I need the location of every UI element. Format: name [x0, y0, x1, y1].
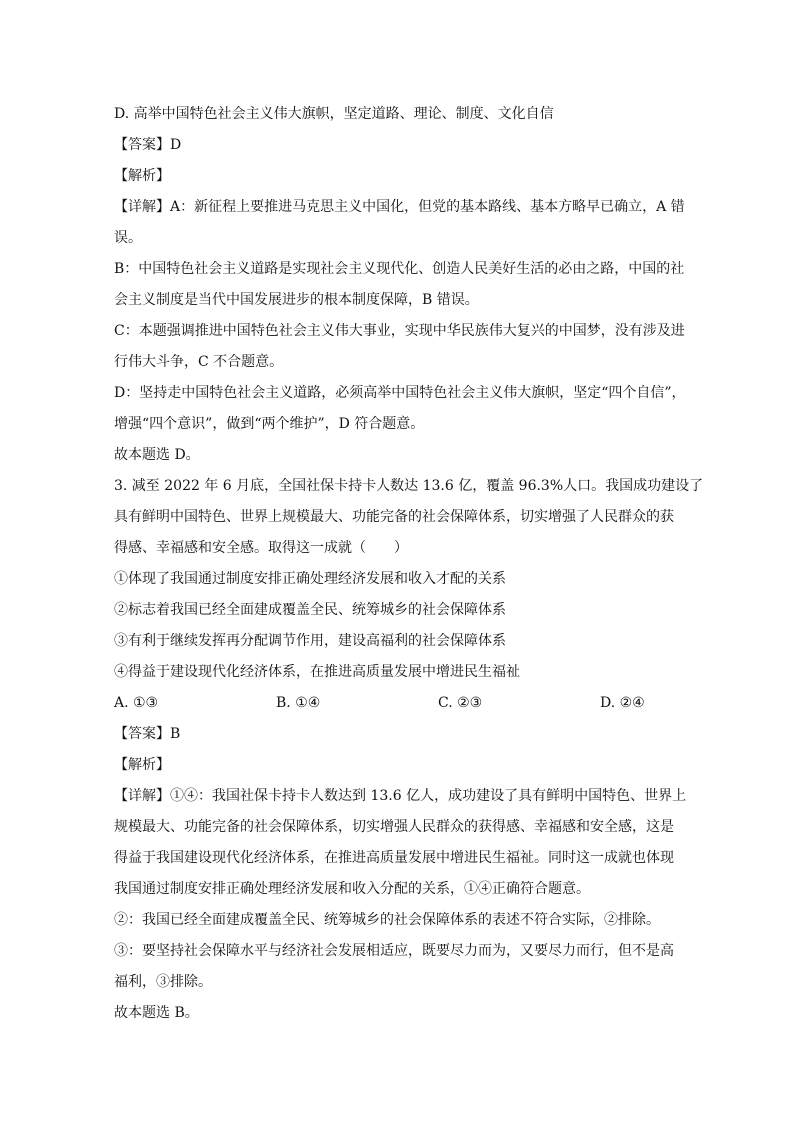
q2-b-analysis: B：中国特色社会主义道路是实现社会主义现代化、创造人民美好生活的必由之路，中国的社 [114, 261, 685, 277]
q2-option-d: D. 高举中国特色社会主义伟大旗帜，坚定道路、理论、制度、文化自信 [114, 106, 554, 122]
q2-d-analysis: 增强“四个意识”，做到“两个维护”，D 符合题意。 [114, 416, 425, 432]
q3-stem: 3. 减至 2022 年 6 月底，全国社保卡持卡人数达 13.6 亿，覆盖 96.3%人口。我国成功建设了 [114, 478, 704, 494]
q2-detail-line: 误。 [114, 230, 142, 246]
q3-detail-line: 得益于我国建设现代化经济体系，在推进高质量发展中增进民生福祉。同时这一成就也体现 [114, 850, 674, 866]
q3-item-1: ①体现了我国通过制度安排正确处理经济发展和收入才配的关系 [114, 571, 506, 587]
q3-detail-line: 规模最大、功能完备的社会保障体系，切实增强人民群众的获得感、幸福感和安全感，这是 [114, 819, 674, 835]
q3-option-b: B. ①④ [276, 695, 321, 711]
q2-conclusion: 故本题选 D。 [114, 447, 200, 463]
q3-detail-line: 我国通过制度安排正确处理经济发展和收入分配的关系，①④正确符合题意。 [114, 881, 590, 897]
q2-c-analysis: 行伟大斗争，C 不合题意。 [114, 354, 284, 370]
q3-reason-3: ③：要坚持社会保障水平与经济社会发展相适应，既要尽力而为，又要尽力而行，但不是高 [114, 943, 674, 959]
q2-b-analysis: 会主义制度是当代中国发展进步的根本制度保障，B 错误。 [114, 292, 479, 308]
q3-options [114, 688, 680, 719]
q3-item-3: ③有利于继续发挥再分配调节作用，建设高福利的社会保障体系 [114, 633, 506, 649]
q3-analysis-label: 【解析】 [114, 757, 170, 773]
q3-item-4: ④得益于建设现代化经济体系，在推进高质量发展中增进民生福祉 [114, 664, 520, 680]
q3-detail-line: 【详解】①④：我国社保卡持卡人数达到 13.6 亿人，成功建设了具有鲜明中国特色、世界上 [114, 788, 687, 804]
q2-answer: 【答案】D [114, 137, 182, 153]
q2-detail-line: 【详解】A：新征程上要推进马克思主义中国化，但党的基本路线、基本方略早已确立，A 错 [114, 199, 685, 215]
q3-answer: 【答案】B [114, 726, 181, 742]
q2-d-analysis: D：坚持走中国特色社会主义道路，必须高举中国特色社会主义伟大旗帜，坚定“四个自信”， [114, 385, 686, 401]
q3-item-2: ②标志着我国已经全面建成覆盖全民、统筹城乡的社会保障体系 [114, 602, 506, 618]
q3-reason-2: ②：我国已经全面建成覆盖全民、统筹城乡的社会保障体系的表述不符合实际，②排除。 [114, 912, 660, 928]
q3-conclusion: 故本题选 B。 [114, 1005, 199, 1021]
q3-reason-3: 福利，③排除。 [114, 974, 212, 990]
q3-stem: 具有鲜明中国特色、世界上规模最大、功能完备的社会保障体系，切实增强了人民群众的获 [114, 509, 674, 525]
q2-analysis-label: 【解析】 [114, 168, 170, 184]
document-page [114, 99, 704, 1029]
q2-c-analysis: C：本题强调推进中国特色社会主义伟大事业，实现中华民族伟大复兴的中国梦，没有涉及进 [114, 323, 685, 339]
q3-option-a: A. ①③ [114, 695, 159, 711]
q3-option-c: C. ②③ [438, 695, 483, 711]
q3-stem: 得感、幸福感和安全感。取得这一成就（ ） [114, 540, 408, 556]
q3-option-d: D. ②④ [600, 695, 645, 711]
